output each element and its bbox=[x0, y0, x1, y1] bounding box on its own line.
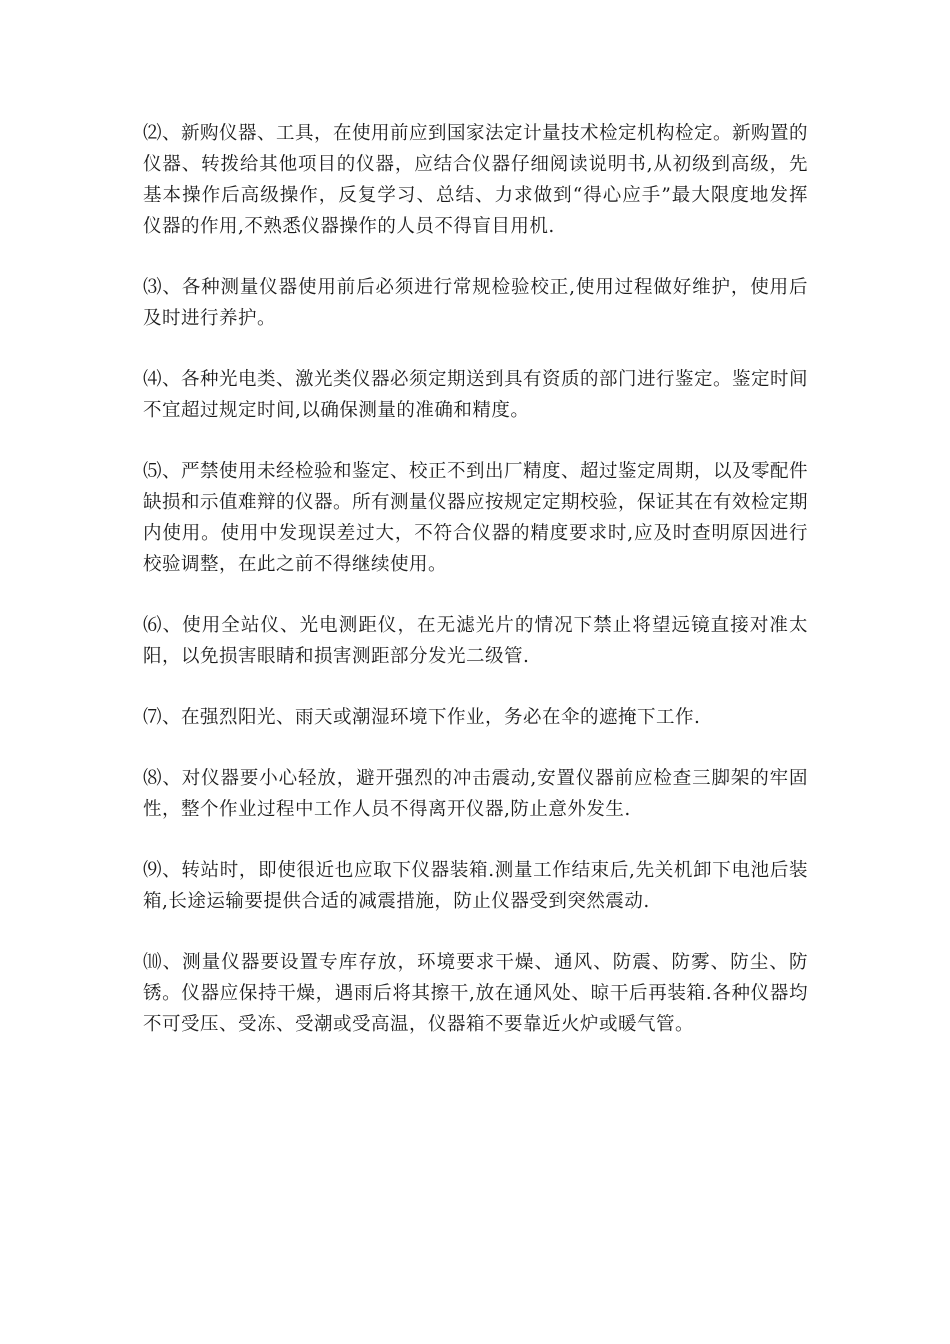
paragraph-item-2: ⑵、新购仪器、工具，在使用前应到国家法定计量技术检定机构检定。新购置的仪器、转拨给其他项目的仪器，应结合仪器仔细阅读说明书,从初级到高级，先基本操作后高级操作，反复学习、总结、力求做到“得心应手”最大限度地发挥仪器的作用,不熟悉仪器操作的人员不得盲目用机. bbox=[143, 123, 809, 237]
paragraph-item-9: ⑼、转站时，即使很近也应取下仪器装箱.测量工作结束后,先关机卸下电池后装箱,长途运输要提供合适的减震措施，防止仪器受到突然震动. bbox=[143, 860, 808, 912]
paragraph-item-3: ⑶、各种测量仪器使用前后必须进行常规检验校正,使用过程做好维护，使用后及时进行养护。 bbox=[143, 277, 808, 329]
document-body bbox=[143, 118, 808, 1070]
paragraph-item-4: ⑷、各种光电类、激光类仪器必须定期送到具有资质的部门进行鉴定。鉴定时间不宜超过规定时间,以确保测量的准确和精度。 bbox=[143, 369, 809, 421]
paragraph-item-10: ⑽、测量仪器要设置专库存放，环境要求干燥、通风、防震、防雾、防尘、防锈。仪器应保持干燥，遇雨后将其擦干,放在通风处、晾干后再装箱.各种仪器均不可受压、受冻、受潮或受高温，仪器箱不要靠近火炉或暖气管。 bbox=[143, 952, 808, 1035]
paragraph-item-5: ⑸、严禁使用未经检验和鉴定、校正不到出厂精度、超过鉴定周期，以及零配件缺损和示值难辩的仪器。所有测量仪器应按规定定期校验，保证其在有效检定期内使用。使用中发现误差过大，不符合仪器的精度要求时,应及时查明原因进行校验调整，在此之前不得继续使用。 bbox=[143, 461, 809, 575]
paragraph-item-8: ⑻、对仪器要小心轻放，避开强烈的冲击震动,安置仪器前应检查三脚架的牢固性，整个作业过程中工作人员不得离开仪器,防止意外发生. bbox=[143, 768, 808, 820]
paragraph-item-7: ⑺、在强烈阳光、雨天或潮湿环境下作业，务必在伞的遮掩下工作. bbox=[143, 707, 701, 728]
paragraph-item-6: ⑹、使用全站仪、光电测距仪，在无滤光片的情况下禁止将望远镜直接对准太阳，以免损害眼睛和损害测距部分发光二级管. bbox=[143, 615, 808, 667]
